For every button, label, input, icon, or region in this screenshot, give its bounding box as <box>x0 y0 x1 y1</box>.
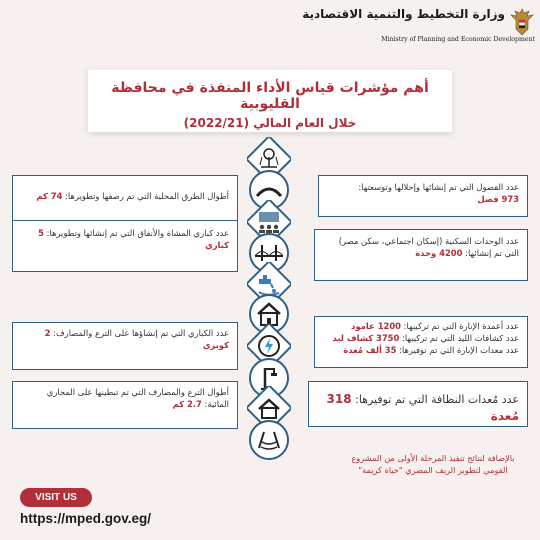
stat-value: 973 فصل <box>477 194 519 205</box>
title-box <box>88 69 452 132</box>
stat-label: عدد معدات الإنارة التي تم توفيرها: <box>399 345 519 356</box>
stat-label: أطوال الطرق المحلية التي تم رصفها وتطويرها: <box>65 191 229 201</box>
stat-card-housing <box>314 229 528 281</box>
visit-us-button[interactable]: VISIT US <box>20 488 92 507</box>
canal-icon <box>247 418 291 462</box>
stat-label: عدد كشافات الليد التي تم تركيبها: <box>402 333 519 344</box>
stat-label: عدد الوحدات السكنية (إسكان اجتماعي، سكن مصر) التي تم إنشائها: <box>338 236 519 259</box>
stat-card-cleaning <box>308 381 528 427</box>
stat-card-canal-bridges <box>12 322 238 370</box>
stat-value: 3750 كشاف ليد <box>332 333 400 344</box>
stat-value: 2 كوبري <box>44 328 229 351</box>
stat-label: أطوال الترع والمصارف التي تم تبطينها على المجاري المائية: <box>46 387 229 410</box>
stat-card-canals <box>12 381 238 429</box>
stat-label: عدد كباري المشاة والأنفاق التي تم إنشائها وتطويرها: <box>46 228 229 238</box>
footnote: بالإضافة لنتائج تنفيذ المرحلة الأولى من المشروع القومي لتطوير الريف المصري "حياة كريمة" <box>351 453 515 476</box>
stat-value: 5 كباري <box>38 228 229 251</box>
stat-card-roads <box>12 175 238 225</box>
stat-card-bridges <box>12 220 238 272</box>
stat-value: 2.7 كم <box>172 399 202 410</box>
stat-value: 35 ألف مُعدة <box>343 345 397 356</box>
stat-value: 4200 وحدة <box>415 248 463 259</box>
stat-value: 1200 عامود <box>351 321 401 331</box>
ministry-name-ar: وزارة التخطيط والتنمية الاقتصادية <box>302 7 505 21</box>
page-subtitle: خلال العام المالي (2022/21) <box>183 116 357 130</box>
eagle-emblem-icon <box>509 7 535 37</box>
website-link[interactable]: https://mped.gov.eg/ <box>20 511 151 526</box>
stat-card-lighting <box>314 316 528 368</box>
stat-value: 74 كم <box>36 191 63 201</box>
stat-card-classes <box>318 175 528 217</box>
page-title: أهم مؤشرات قياس الأداء المنفذة في محافظة القليوبية <box>111 80 429 112</box>
ministry-name-en: Ministry of Planning and Economic Development <box>381 36 535 43</box>
stat-label: عدد مُعدات النظافة التي تم توفيرها: <box>355 393 519 406</box>
stat-label: عدد الكباري التي تم إنشاؤها على الترع والمصارف: <box>53 328 229 338</box>
stat-label: عدد الفصول التي تم إنشائها وإحلالها وتوسعتها: <box>358 182 519 192</box>
stat-label: عدد أعمدة الإنارة التي تم تركيبها: <box>403 321 519 331</box>
ministry-logo <box>302 5 537 47</box>
stat-value: 318 مُعدة <box>326 392 519 424</box>
